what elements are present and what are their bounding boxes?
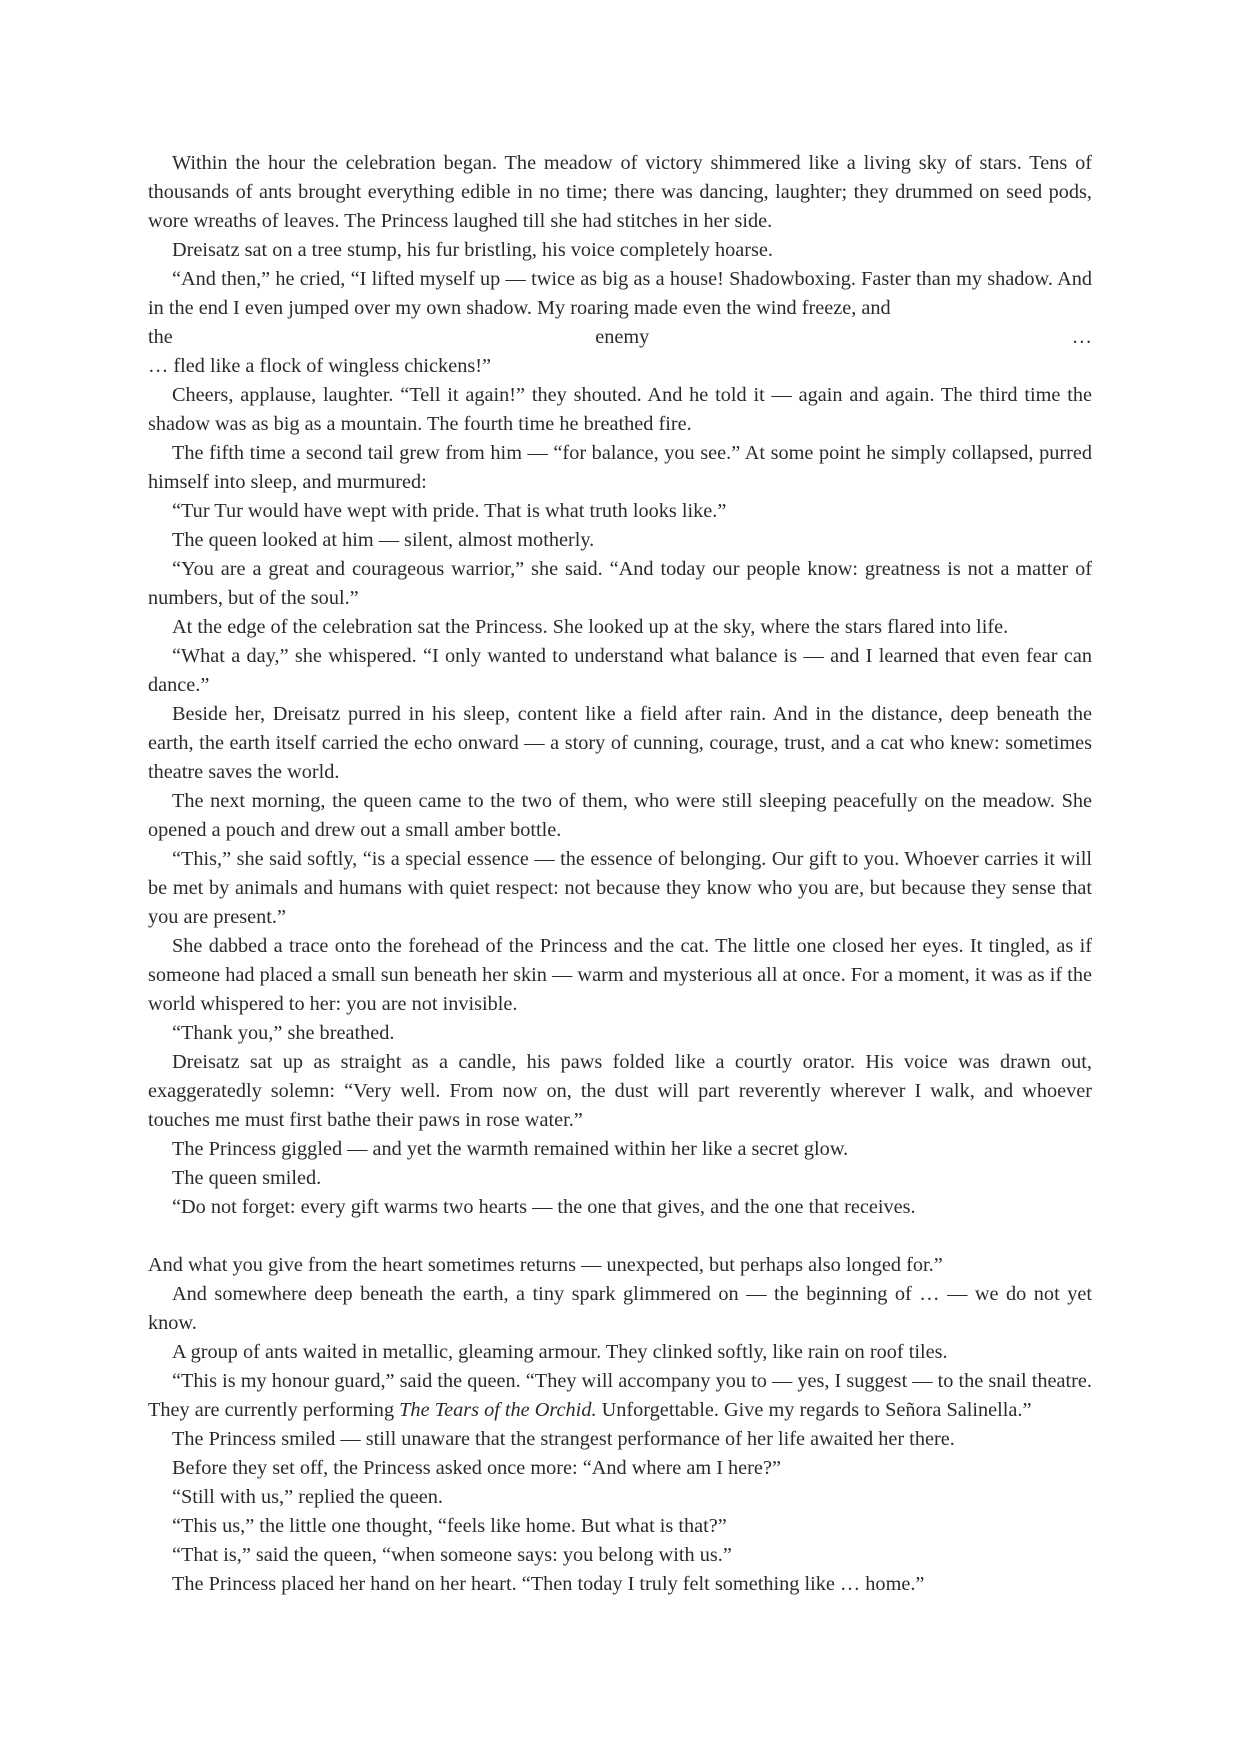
paragraph: “This us,” the little one thought, “feels like home. But what is that?” (172, 1515, 727, 1537)
paragraph: “This,” she said softly, “is a special essence — the essence of belonging. Our gift to you. Whoever carries it will be met by animals and humans with quiet respect: not because they know who you are, but because they sense that you are present.” (148, 848, 1092, 928)
paragraph: Dreisatz sat on a tree stump, his fur bristling, his voice completely hoarse. (172, 239, 773, 261)
paragraph: “That is,” said the queen, “when someone says: you belong with us.” (172, 1544, 732, 1566)
paragraph: And somewhere deep beneath the earth, a tiny spark glimmered on — the beginning of … — we do not yet know. (148, 1283, 1092, 1334)
justified-line (148, 323, 1092, 352)
spread-word-left: the (148, 326, 173, 348)
paragraph: She dabbed a trace onto the forehead of the Princess and the cat. The little one closed her eyes. It tingled, as if someone had placed a small sun beneath her skin — warm and mysterious all at once. For a moment, it was as if the world whispered to her: you are not invisible. (148, 935, 1092, 1015)
paragraph: “Still with us,” replied the queen. (172, 1486, 443, 1508)
paragraph: Before they set off, the Princess asked once more: “And where am I here?” (172, 1457, 781, 1479)
paragraph: “Do not forget: every gift warms two hearts — the one that gives, and the one that receives. (172, 1196, 916, 1218)
paragraph: The queen smiled. (172, 1167, 322, 1189)
paragraph: “You are a great and courageous warrior,” she said. “And today our people know: greatness is not a matter of numbers, but of the soul.” (148, 558, 1092, 609)
spread-word-right: … (1071, 326, 1092, 348)
theatre-text-before: “This is my honour guard,” said the queen. “They will accompany you to — yes, I suggest — to the snail theatre. They are currently performing (148, 1370, 1092, 1421)
paragraph: “And then,” he cried, “I lifted myself up — twice as big as a house! Shadowboxing. Faster than my shadow. And in the end I even jumped over my own shadow. My roaring made even the wind freeze, and (148, 268, 1092, 319)
document-page (148, 149, 1092, 1599)
paragraph: … fled like a flock of wingless chickens!” (148, 355, 491, 377)
paragraph: The Princess placed her hand on her heart. “Then today I truly felt something like … home.” (172, 1573, 925, 1595)
paragraph: The Princess smiled — still unaware that the strangest performance of her life awaited her there. (172, 1428, 955, 1450)
paragraph: Cheers, applause, laughter. “Tell it again!” they shouted. And he told it — again and again. The third time the shadow was as big as a mountain. The fourth time he breathed fire. (148, 384, 1092, 435)
paragraph: “Thank you,” she breathed. (172, 1022, 395, 1044)
paragraph-theatre (148, 1367, 1092, 1425)
paragraph: A group of ants waited in metallic, gleaming armour. They clinked softly, like rain on roof tiles. (172, 1341, 948, 1363)
paragraph: Within the hour the celebration began. The meadow of victory shimmered like a living sky of stars. Tens of thousands of ants brought everything edible in no time; there was dancing, laughter; they drummed on seed pods, wore wreaths of leaves. The Princess laughed till she had stitches in her side. (148, 152, 1092, 232)
paragraph: The fifth time a second tail grew from him — “for balance, you see.” At some point he simply collapsed, purred himself into sleep, and murmured: (148, 442, 1092, 493)
paragraph: “What a day,” she whispered. “I only wanted to understand what balance is — and I learned that even fear can dance.” (148, 645, 1092, 696)
paragraph: “Tur Tur would have wept with pride. That is what truth looks like.” (172, 500, 727, 522)
paragraph: The next morning, the queen came to the two of them, who were still sleeping peacefully on the meadow. She opened a pouch and drew out a small amber bottle. (148, 790, 1092, 841)
theatre-text-after: Unforgettable. Give my regards to Señora Salinella.” (596, 1399, 1032, 1421)
paragraph: At the edge of the celebration sat the Princess. She looked up at the sky, where the stars flared into life. (172, 616, 1009, 638)
paragraph: The queen looked at him — silent, almost motherly. (172, 529, 595, 551)
play-title: The Tears of the Orchid. (399, 1399, 597, 1421)
spread-word-middle: enemy (595, 326, 650, 348)
paragraph: Beside her, Dreisatz purred in his sleep, content like a field after rain. And in the distance, deep beneath the earth, the earth itself carried the echo onward — a story of cunning, courage, trust, and a cat who knew: sometimes theatre saves the world. (148, 703, 1092, 783)
paragraph: And what you give from the heart sometimes returns — unexpected, but perhaps also longed for.” (148, 1254, 943, 1276)
paragraph: Dreisatz sat up as straight as a candle, his paws folded like a courtly orator. His voice was drawn out, exaggeratedly solemn: “Very well. From now on, the dust will part reverently wherever I walk, and whoever touches me must first bathe their paws in rose water.” (148, 1051, 1092, 1131)
paragraph: The Princess giggled — and yet the warmth remained within her like a secret glow. (172, 1138, 849, 1160)
